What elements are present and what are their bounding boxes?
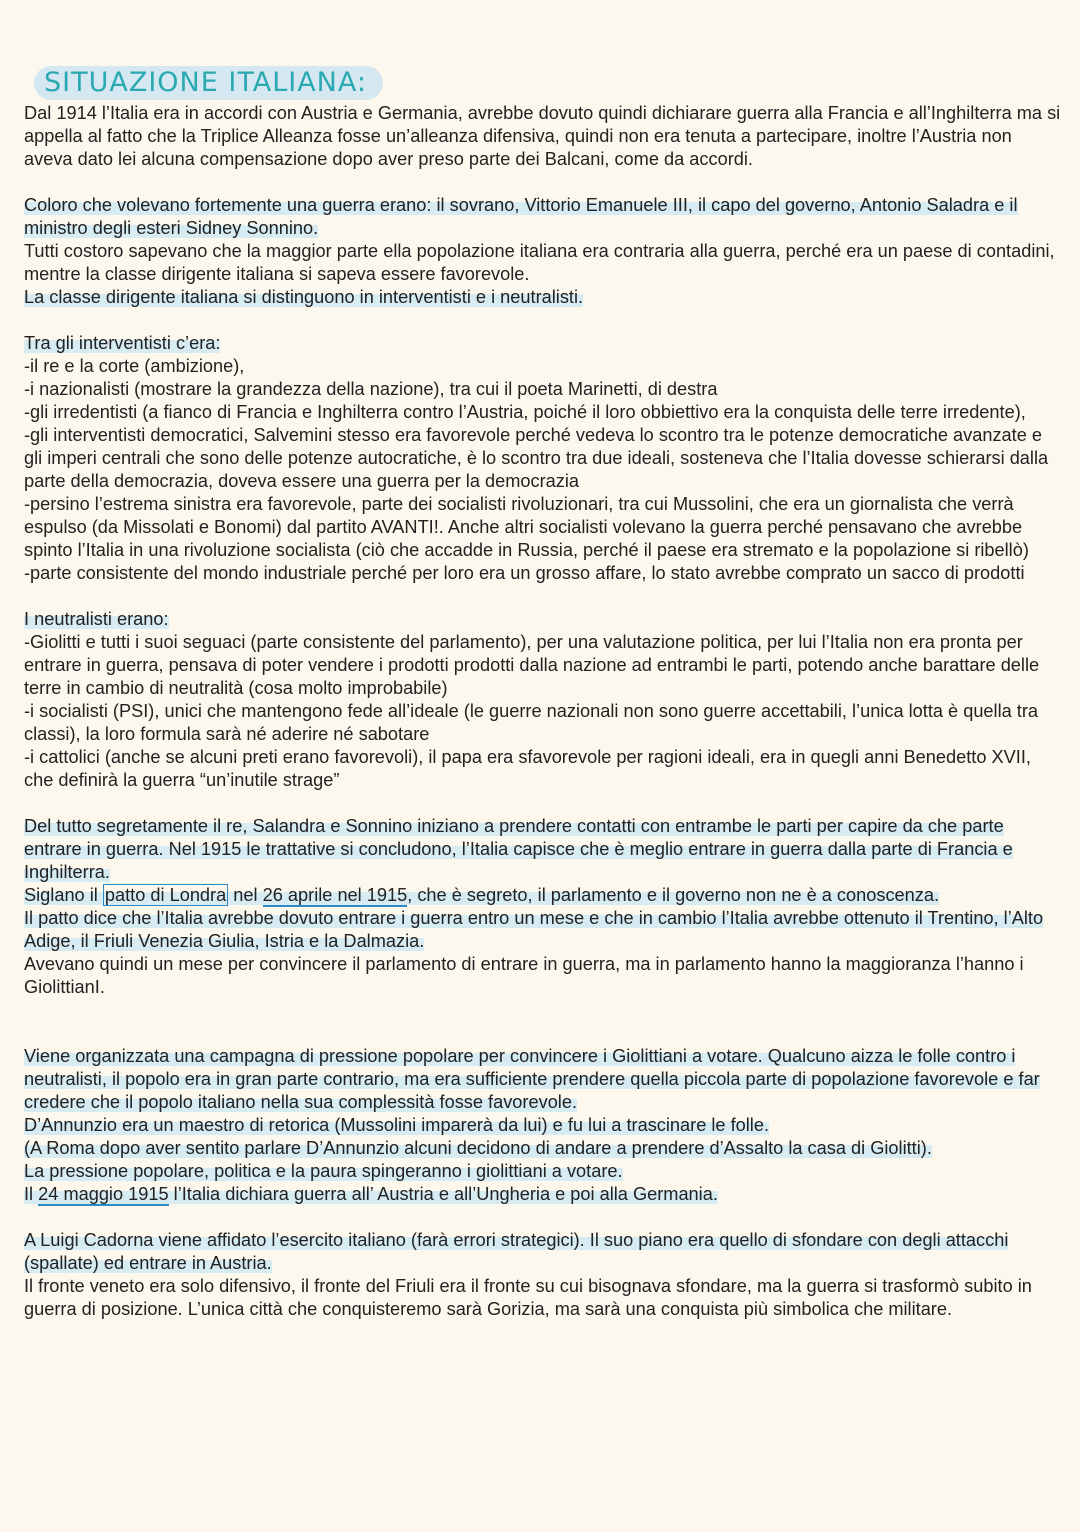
highlighted-text: I neutralisti erano: <box>24 609 169 629</box>
interventionist-item: -il re e la corte (ambizione), <box>24 356 245 376</box>
highlighted-text: Del tutto segretamente il re, Salandra e Sonnino iniziano a prendere contatti con entrambe le parti per capire da che parte entrare in guerra. Nel 1915 le trattative si concludono, l’Italia capisce che è meglio entrare in guerra dalla parte di Francia e Inghilterra. <box>24 816 1013 882</box>
highlighted-text: Il patto dice che l’Italia avrebbe dovuto entrare i guerra entro un mese e che in cambio l’Italia avrebbe ottenuto il Trentino, l’Alto Adige, il Friuli Venezia Giulia, Istria e la Dalmazia. <box>24 908 1044 951</box>
interventionist-item: -gli irredentisti (a fianco di Francia e Inghilterra contro l’Austria, poiché il loro obbiettivo era la conquista delle terre irredente), <box>24 402 1026 422</box>
paragraph-rome <box>24 1137 1064 1160</box>
highlighted-text: A Luigi Cadorna viene affidato l’esercito italiano (farà errori strategici). Il suo piano era quello di sfondare con degli attacchi (spallate) ed entrare in Austria. <box>24 1230 1009 1273</box>
neutralist-item: -Giolitti e tutti i suoi seguaci (parte consistente del parlamento), per una valutazione politica, per lui l’Italia non era pronta per entrare in guerra, pensava di poter vendere i prodotti prodotti dalla nazione ad entrambi le parti, potendo anche barattare delle terre in cambio di neutralità (cosa molto improbabile) <box>24 632 1040 698</box>
highlighted-text: , che è segreto, il parlamento e il governo non ne è a conoscenza. <box>407 885 940 905</box>
paragraph-population: Tutti costoro sapevano che la maggior parte ella popolazione italiana era contraria alla guerra, perché era un paese di contadini, mentre la classe dirigente italiana si sapeva essere favorevole. <box>24 241 1055 284</box>
highlighted-text: l’Italia dichiara guerra all’ Austria e all’Ungheria e poi alla Germania. <box>168 1184 718 1204</box>
paragraph-pressure <box>24 1160 1064 1183</box>
notes-body <box>24 102 1064 1321</box>
highlighted-text: nel <box>228 885 263 905</box>
paragraph-month: Avevano quindi un mese per convincere il parlamento di entrare in guerra, ma in parlamento hanno la maggioranza l’hanno i GiolittianI. <box>24 954 1024 997</box>
neutralist-item: -i socialisti (PSI), unici che mantengono fede all’ideale (le guerre nazionali non sono guerre accettabili, l’unica lotta è quella tra classi), la loro formula sarà né aderire né sabotare <box>24 701 1039 744</box>
paragraph-intro: Dal 1914 l’Italia era in accordi con Austria e Germania, avrebbe dovuto quindi dichiarare guerra alla Francia e all’Inghilterra ma si appella al fatto che la Triplice Alleanza fosse un’alleanza difensiva, quindi non era tenuta a partecipare, inoltre l’Austria non aveva dato lei alcuna compensazione dopo aver preso parte dei Balcani, come da accordi. <box>24 103 1061 169</box>
date-underlined: 26 aprile nel 1915 <box>262 885 408 905</box>
highlighted-text: D’Annunzio era un maestro di retorica (Mussolini imparerà da lui) e fu lui a trascinare le folle. <box>24 1115 770 1135</box>
paragraph-cadorna <box>24 1229 1064 1275</box>
paragraph-dannunzio <box>24 1114 1064 1137</box>
paragraph-london-pact <box>24 884 1064 907</box>
paragraph-ruling-class <box>24 286 1064 309</box>
interventionist-item: -gli interventisti democratici, Salvemini stesso era favorevole perché vedeva lo scontro tra le potenze democratiche avanzate e gli imperi centrali che sono delle potenze autocratiche, è lo scontro tra due ideali, sosteneva che l’Italia dovesse schierarsi dalla parte della democrazia, doveva essere una guerra per la democrazia <box>24 425 1049 491</box>
paragraph-pact-terms <box>24 907 1064 953</box>
highlighted-text: Tra gli interventisti c’era: <box>24 333 221 353</box>
patto-di-londra-boxed: patto di Londra <box>104 885 227 905</box>
highlighted-text: (A Roma dopo aver sentito parlare D’Annunzio alcuni decidono di andare a prendere d’Assalto la casa di Giolitti). <box>24 1138 932 1158</box>
paragraph-campaign <box>24 1045 1064 1114</box>
paragraph-war-supporters <box>24 194 1064 240</box>
paragraph-fronts: Il fronte veneto era solo difensivo, il fronte del Friuli era il fronte su cui bisognava sfondare, ma la guerra si trasformò subito in guerra di posizione. L’unica città che conquisteremo sarà Gorizia, ma sarà una conquista più simbolica che militare. <box>24 1276 1032 1319</box>
highlighted-text: La classe dirigente italiana si distinguono in interventisti e i neutralisti. <box>24 287 584 307</box>
paragraph-secret-talks <box>24 815 1064 884</box>
highlighted-text: Viene organizzata una campagna di pressione popolare per convincere i Giolittiani a votare. Qualcuno aizza le folle contro i neutralisti, il popolo era in gran parte contrario, ma era sufficiente prendere quella piccola parte di popolazione favorevole e far credere che il popolo italiano nella sua complessità fosse favorevole. <box>24 1046 1040 1112</box>
interventionists-heading <box>24 332 1064 355</box>
page-title: SITUAZIONE ITALIANA: <box>34 66 383 100</box>
highlighted-text: Coloro che volevano fortemente una guerra erano: il sovrano, Vittorio Emanuele III, il capo del governo, Antonio Saladra e il ministro degli esteri Sidney Sonnino. <box>24 195 1018 238</box>
neutralists-heading <box>24 608 1064 631</box>
date-underlined: 24 maggio 1915 <box>38 1184 169 1204</box>
interventionist-item: -persino l’estrema sinistra era favorevole, parte dei socialisti rivoluzionari, tra cui Mussolini, che era un giornalista che verrà espulso (da Missolati e Bonomi) dal partito AVANTI!. Anche altri socialisti volevano la guerra perché pensavano che avrebbe spinto l’Italia in una rivoluzione socialista (ciò che accadde in Russia, perché il paese era stremato e la popolazione si ribellò) <box>24 494 1029 560</box>
paragraph-declaration <box>24 1183 1064 1206</box>
highlighted-text: Il <box>24 1184 39 1204</box>
interventionist-item: -i nazionalisti (mostrare la grandezza della nazione), tra cui il poeta Marinetti, di destra <box>24 379 718 399</box>
interventionist-item: -parte consistente del mondo industriale perché per loro era un grosso affare, lo stato avrebbe comprato un sacco di prodotti <box>24 563 1025 583</box>
neutralist-item: -i cattolici (anche se alcuni preti erano favorevoli), il papa era sfavorevole per ragioni ideali, era in quegli anni Benedetto XVII, che definirà la guerra “un’inutile strage” <box>24 747 1031 790</box>
highlighted-text: Siglano il <box>24 885 103 905</box>
highlighted-text: La pressione popolare, politica e la paura spingeranno i giolittiani a votare. <box>24 1161 623 1181</box>
